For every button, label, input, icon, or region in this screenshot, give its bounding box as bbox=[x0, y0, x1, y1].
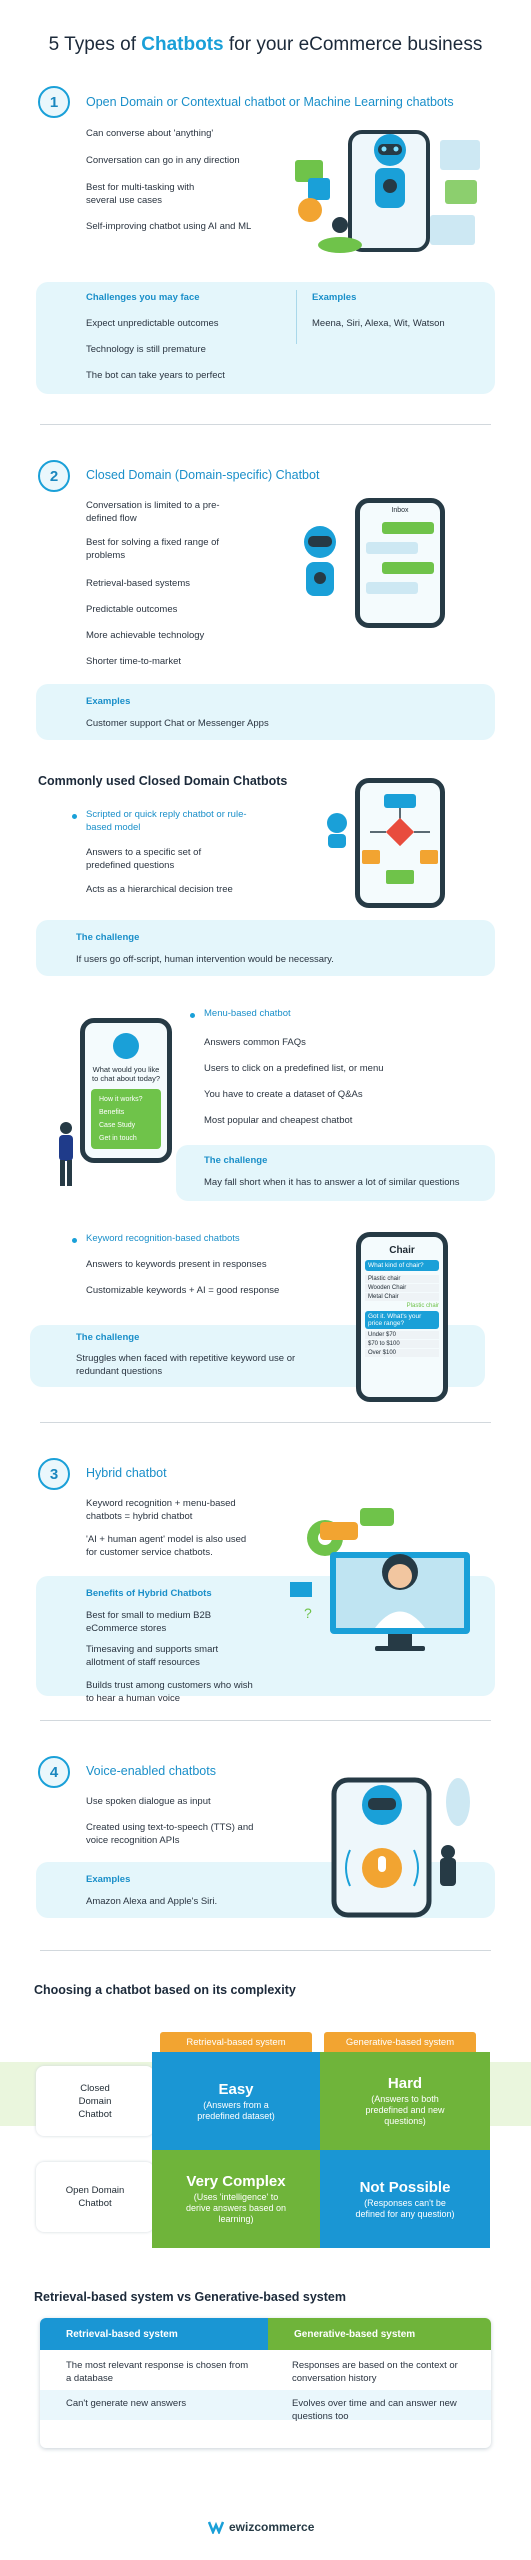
section-title: Closed Domain (Domain-specific) Chatbot bbox=[86, 468, 320, 482]
subsection-title: Commonly used Closed Domain Chatbots bbox=[38, 774, 288, 788]
phone-title: Chair bbox=[389, 1245, 415, 1256]
reply-option[interactable]: Metal Chair bbox=[365, 1293, 439, 1301]
section-number-badge: 1 bbox=[38, 86, 70, 118]
table-header: Generative-based system bbox=[268, 2318, 491, 2350]
divider bbox=[40, 1950, 491, 1951]
matrix-cell-very-complex bbox=[152, 2150, 320, 2248]
bullet: Most popular and cheapest chatbot bbox=[204, 1115, 353, 1126]
box-title: Examples bbox=[86, 1874, 131, 1885]
cell-value: Not Possible bbox=[359, 2178, 451, 2196]
robot-illustration bbox=[280, 120, 495, 260]
menu-phone bbox=[80, 1018, 172, 1163]
box-title: Challenges you may face bbox=[86, 292, 200, 303]
phone-header: Inbox bbox=[391, 507, 409, 514]
challenge-text: Struggles when faced with repetitive keyword use or redundant questions bbox=[76, 1353, 296, 1377]
bullet: Created using text-to-speech (TTS) and voice recognition APIs bbox=[86, 1822, 254, 1846]
bullet: You have to create a dataset of Q&As bbox=[204, 1089, 363, 1100]
reply-option[interactable]: Wooden Chair bbox=[365, 1284, 439, 1292]
column-header: Generative-based system bbox=[324, 2032, 476, 2052]
bullet: Conversation can go in any direction bbox=[86, 155, 240, 166]
bullet: Users to click on a predefined list, or menu bbox=[204, 1063, 384, 1074]
person-icon bbox=[52, 1120, 80, 1188]
chatbot-type-title: Keyword recognition-based chatbots bbox=[86, 1233, 240, 1244]
bullet: Use spoken dialogue as input bbox=[86, 1796, 211, 1807]
table-cell: Evolves over time and can answer new questions too bbox=[292, 2398, 457, 2422]
bullet-dot bbox=[190, 1013, 195, 1018]
cell-value: Very Complex bbox=[186, 2173, 286, 2190]
subsection-title: Retrieval-based system vs Generative-based system bbox=[34, 2290, 346, 2304]
bullet: Can converse about 'anything' bbox=[86, 128, 214, 139]
subsection-title: Choosing a chatbot based on its complexity bbox=[34, 1983, 296, 1997]
brand-name: ewizcommerce bbox=[229, 2520, 315, 2534]
menu-option[interactable]: Benefits bbox=[94, 1107, 158, 1118]
challenge-text: May fall short when it has to answer a lot of similar questions bbox=[204, 1177, 460, 1188]
table-cell: Responses are based on the context or conversation history bbox=[292, 2360, 458, 2384]
logo-mark-icon bbox=[208, 2520, 224, 2534]
matrix-cell-not-possible bbox=[320, 2150, 490, 2248]
challenge-item: The bot can take years to perfect bbox=[86, 370, 225, 381]
chatbot-type-title: Scripted or quick reply chatbot or rule-based model bbox=[86, 809, 247, 833]
cell-value: Hard bbox=[387, 2075, 423, 2092]
reply-option[interactable]: $70 to $100 bbox=[365, 1340, 439, 1348]
menu-option[interactable]: How it works? bbox=[94, 1094, 158, 1105]
user-reply: Plastic chair bbox=[406, 1303, 439, 1309]
reply-option[interactable]: Plastic chair bbox=[365, 1275, 439, 1283]
divider bbox=[40, 424, 491, 425]
benefit-item: Best for small to medium B2B eCommerce stores bbox=[86, 1610, 212, 1634]
bullet: Self-improving chatbot using AI and ML bbox=[86, 221, 252, 232]
bullet-dot bbox=[72, 1238, 77, 1243]
cell-note: (Answers from a predefined dataset) bbox=[197, 2099, 275, 2121]
box-title: Examples bbox=[312, 292, 357, 303]
cell-note: (Answers to both predefined and new questions) bbox=[365, 2094, 445, 2126]
divider bbox=[40, 1422, 491, 1423]
challenge-box bbox=[176, 1145, 495, 1201]
examples-text: Meena, Siri, Alexa, Wit, Watson bbox=[312, 318, 445, 329]
challenge-item: Expect unpredictable outcomes bbox=[86, 318, 219, 329]
bullet: Best for multi-tasking with several use cases bbox=[86, 182, 195, 206]
bullet: Retrieval-based systems bbox=[86, 578, 191, 589]
cell-note: (Uses 'intelligence' to derive answers based on learning) bbox=[185, 2192, 287, 2224]
box-title: The challenge bbox=[204, 1155, 268, 1166]
bullet: More achievable technology bbox=[86, 630, 205, 641]
bot-message: Got it. What's your price range? bbox=[365, 1311, 439, 1329]
section-title: Open Domain or Contextual chatbot or Machine Learning chatbots bbox=[86, 95, 454, 109]
bullet: Answers common FAQs bbox=[204, 1037, 306, 1048]
phone-illustration bbox=[355, 498, 445, 628]
phone-question: What would you like to chat about today? bbox=[92, 1065, 160, 1083]
reply-option[interactable]: Under $70 bbox=[365, 1331, 439, 1339]
table-cell: The most relevant response is chosen from a database bbox=[66, 2360, 249, 2384]
svg-text:?: ? bbox=[304, 1605, 312, 1621]
section-number-badge: 2 bbox=[38, 460, 70, 492]
voice-illustration bbox=[320, 1770, 490, 1920]
table-cell: Can't generate new answers bbox=[66, 2398, 187, 2409]
column-header: Retrieval-based system bbox=[160, 2032, 312, 2052]
section-title: Voice-enabled chatbots bbox=[86, 1764, 216, 1778]
matrix-cell-easy bbox=[152, 2052, 320, 2150]
page-title: 5 Types of Chatbots for your eCommerce business bbox=[48, 34, 483, 55]
bullet: Best for solving a fixed range of problems bbox=[86, 537, 220, 561]
examples-text: Amazon Alexa and Apple's Siri. bbox=[86, 1896, 218, 1907]
bullet: Customizable keywords + AI = good response bbox=[86, 1285, 280, 1296]
box-title: Examples bbox=[86, 696, 131, 707]
bullet: Answers to a specific set of predefined questions bbox=[86, 847, 202, 871]
row-label: Closed Domain Chatbot bbox=[36, 2066, 154, 2136]
cell-value: Easy bbox=[218, 2080, 254, 2098]
benefit-item: Timesaving and supports smart allotment of staff resources bbox=[86, 1644, 219, 1668]
divider bbox=[40, 1720, 491, 1721]
bullet: 'AI + human agent' model is also used for customer service chatbots. bbox=[86, 1534, 247, 1558]
bullet-dot bbox=[72, 814, 77, 819]
challenge-box bbox=[36, 920, 495, 976]
examples-text: Customer support Chat or Messenger Apps bbox=[86, 718, 269, 729]
box-divider bbox=[296, 290, 297, 344]
bullet: Shorter time-to-market bbox=[86, 656, 182, 667]
box-title: Benefits of Hybrid Chatbots bbox=[86, 1588, 212, 1599]
row-label: Open Domain Chatbot bbox=[36, 2162, 154, 2232]
bullet: Answers to keywords present in responses bbox=[86, 1259, 267, 1270]
keyword-phone bbox=[356, 1232, 448, 1402]
agent-illustration bbox=[280, 1490, 495, 1660]
challenge-item: Technology is still premature bbox=[86, 344, 206, 355]
chatbot-type-title: Menu-based chatbot bbox=[204, 1008, 291, 1019]
examples-box bbox=[36, 684, 495, 740]
section-title: Hybrid chatbot bbox=[86, 1466, 167, 1480]
decision-tree-diagram bbox=[362, 790, 438, 898]
table-header: Retrieval-based system bbox=[40, 2318, 268, 2350]
bullet: Keyword recognition + menu-based chatbots = hybrid chatbot bbox=[86, 1498, 236, 1522]
reply-option[interactable]: Over $100 bbox=[365, 1349, 439, 1357]
box-title: The challenge bbox=[76, 1332, 140, 1343]
bullet: Conversation is limited to a pre-defined flow bbox=[86, 500, 220, 524]
brand-logo bbox=[208, 2520, 314, 2534]
menu-option[interactable]: Case Study bbox=[94, 1120, 158, 1131]
bot-message: What kind of chair? bbox=[365, 1260, 439, 1271]
section-number-badge: 3 bbox=[38, 1458, 70, 1490]
robot-icon bbox=[290, 520, 350, 615]
section-number-badge: 4 bbox=[38, 1756, 70, 1788]
menu-option[interactable]: Get in touch bbox=[94, 1133, 158, 1144]
cell-note: (Responses can't be defined for any question) bbox=[355, 2197, 455, 2219]
benefit-item: Builds trust among customers who wish to hear a human voice bbox=[86, 1680, 253, 1704]
matrix-cell-hard bbox=[320, 2052, 490, 2150]
bullet: Acts as a hierarchical decision tree bbox=[86, 884, 233, 895]
box-title: The challenge bbox=[76, 932, 140, 943]
challenge-text: If users go off-script, human intervention would be necessary. bbox=[76, 954, 334, 965]
robot-icon bbox=[320, 810, 354, 850]
bullet: Predictable outcomes bbox=[86, 604, 178, 615]
